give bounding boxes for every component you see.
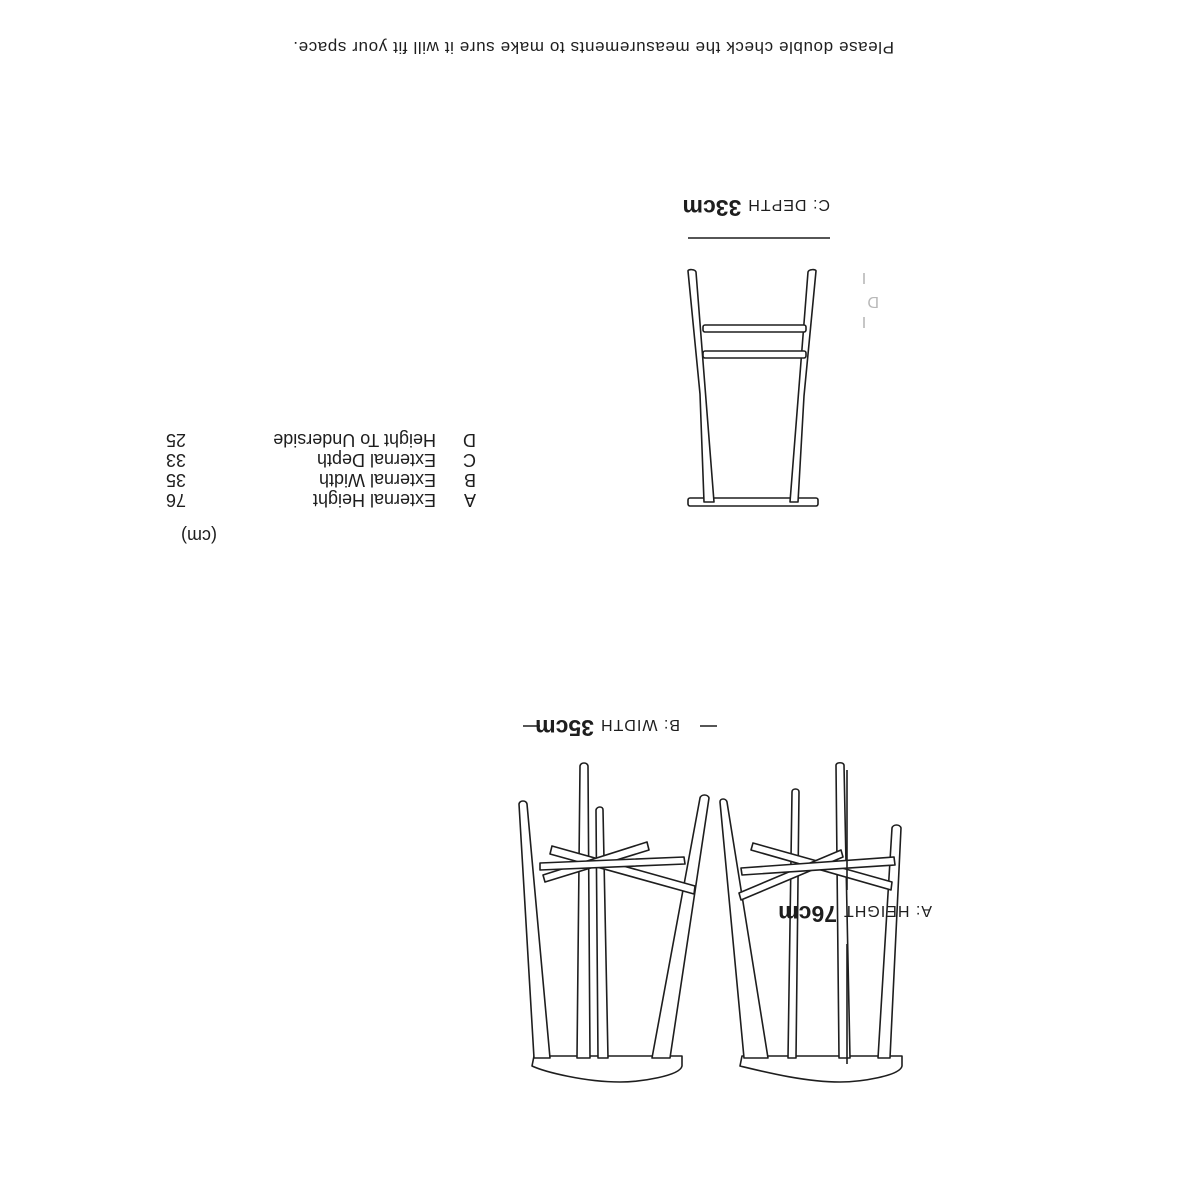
side-view-rung-upper xyxy=(703,325,806,332)
table-row xyxy=(156,470,476,490)
front-left-seat xyxy=(740,1056,902,1082)
table-row xyxy=(156,430,476,450)
side-view-front-leg xyxy=(790,270,816,502)
dimension-value: 35 xyxy=(166,470,187,490)
height-label-text: A: HEIGHT xyxy=(842,902,932,919)
front-right-leg-outer-right xyxy=(519,801,550,1058)
dimension-key: C xyxy=(463,450,476,470)
dimension-key: B xyxy=(463,470,476,490)
front-right-leg-back xyxy=(596,807,608,1058)
front-right-leg-front-center xyxy=(577,763,590,1058)
table-row xyxy=(156,490,476,510)
stool-side-view xyxy=(688,270,818,506)
unit-label: (cm) xyxy=(181,526,217,546)
dimension-value: 25 xyxy=(166,430,187,450)
dimension-value: 33 xyxy=(166,450,187,470)
width-value: 35cm xyxy=(535,715,594,741)
front-right-seat xyxy=(532,1056,682,1082)
height-value: 76cm xyxy=(778,901,837,927)
width-label-text: B: WIDTH xyxy=(600,716,680,733)
dimension-value: 76 xyxy=(166,490,187,510)
width-dimension-label xyxy=(535,714,680,741)
dimension-key: D xyxy=(463,430,476,450)
front-left-leg-outer-right xyxy=(720,799,768,1058)
depth-dimension-label xyxy=(683,194,831,221)
side-view-rung-lower xyxy=(703,351,806,358)
side-view-back-leg xyxy=(688,270,714,502)
dimension-label: External Width xyxy=(318,470,436,490)
dimension-label: External Height xyxy=(312,490,436,510)
table-row xyxy=(156,450,476,470)
dimension-key: A xyxy=(463,490,476,510)
dimension-label: Height To Underside xyxy=(273,430,436,450)
dimensions-table xyxy=(156,430,476,510)
front-right-leg-outer-left xyxy=(652,795,709,1058)
height-dimension-label xyxy=(778,900,932,927)
dimension-label: External Depth xyxy=(316,450,436,470)
stool-front-view-right xyxy=(519,763,709,1082)
depth-label-text: C: DEPTH xyxy=(747,196,830,213)
underside-marker-label: D xyxy=(866,293,879,310)
measurement-notice: Please double check the measurements to make sure it will fit your space. xyxy=(292,38,894,57)
depth-value: 33cm xyxy=(682,195,742,221)
